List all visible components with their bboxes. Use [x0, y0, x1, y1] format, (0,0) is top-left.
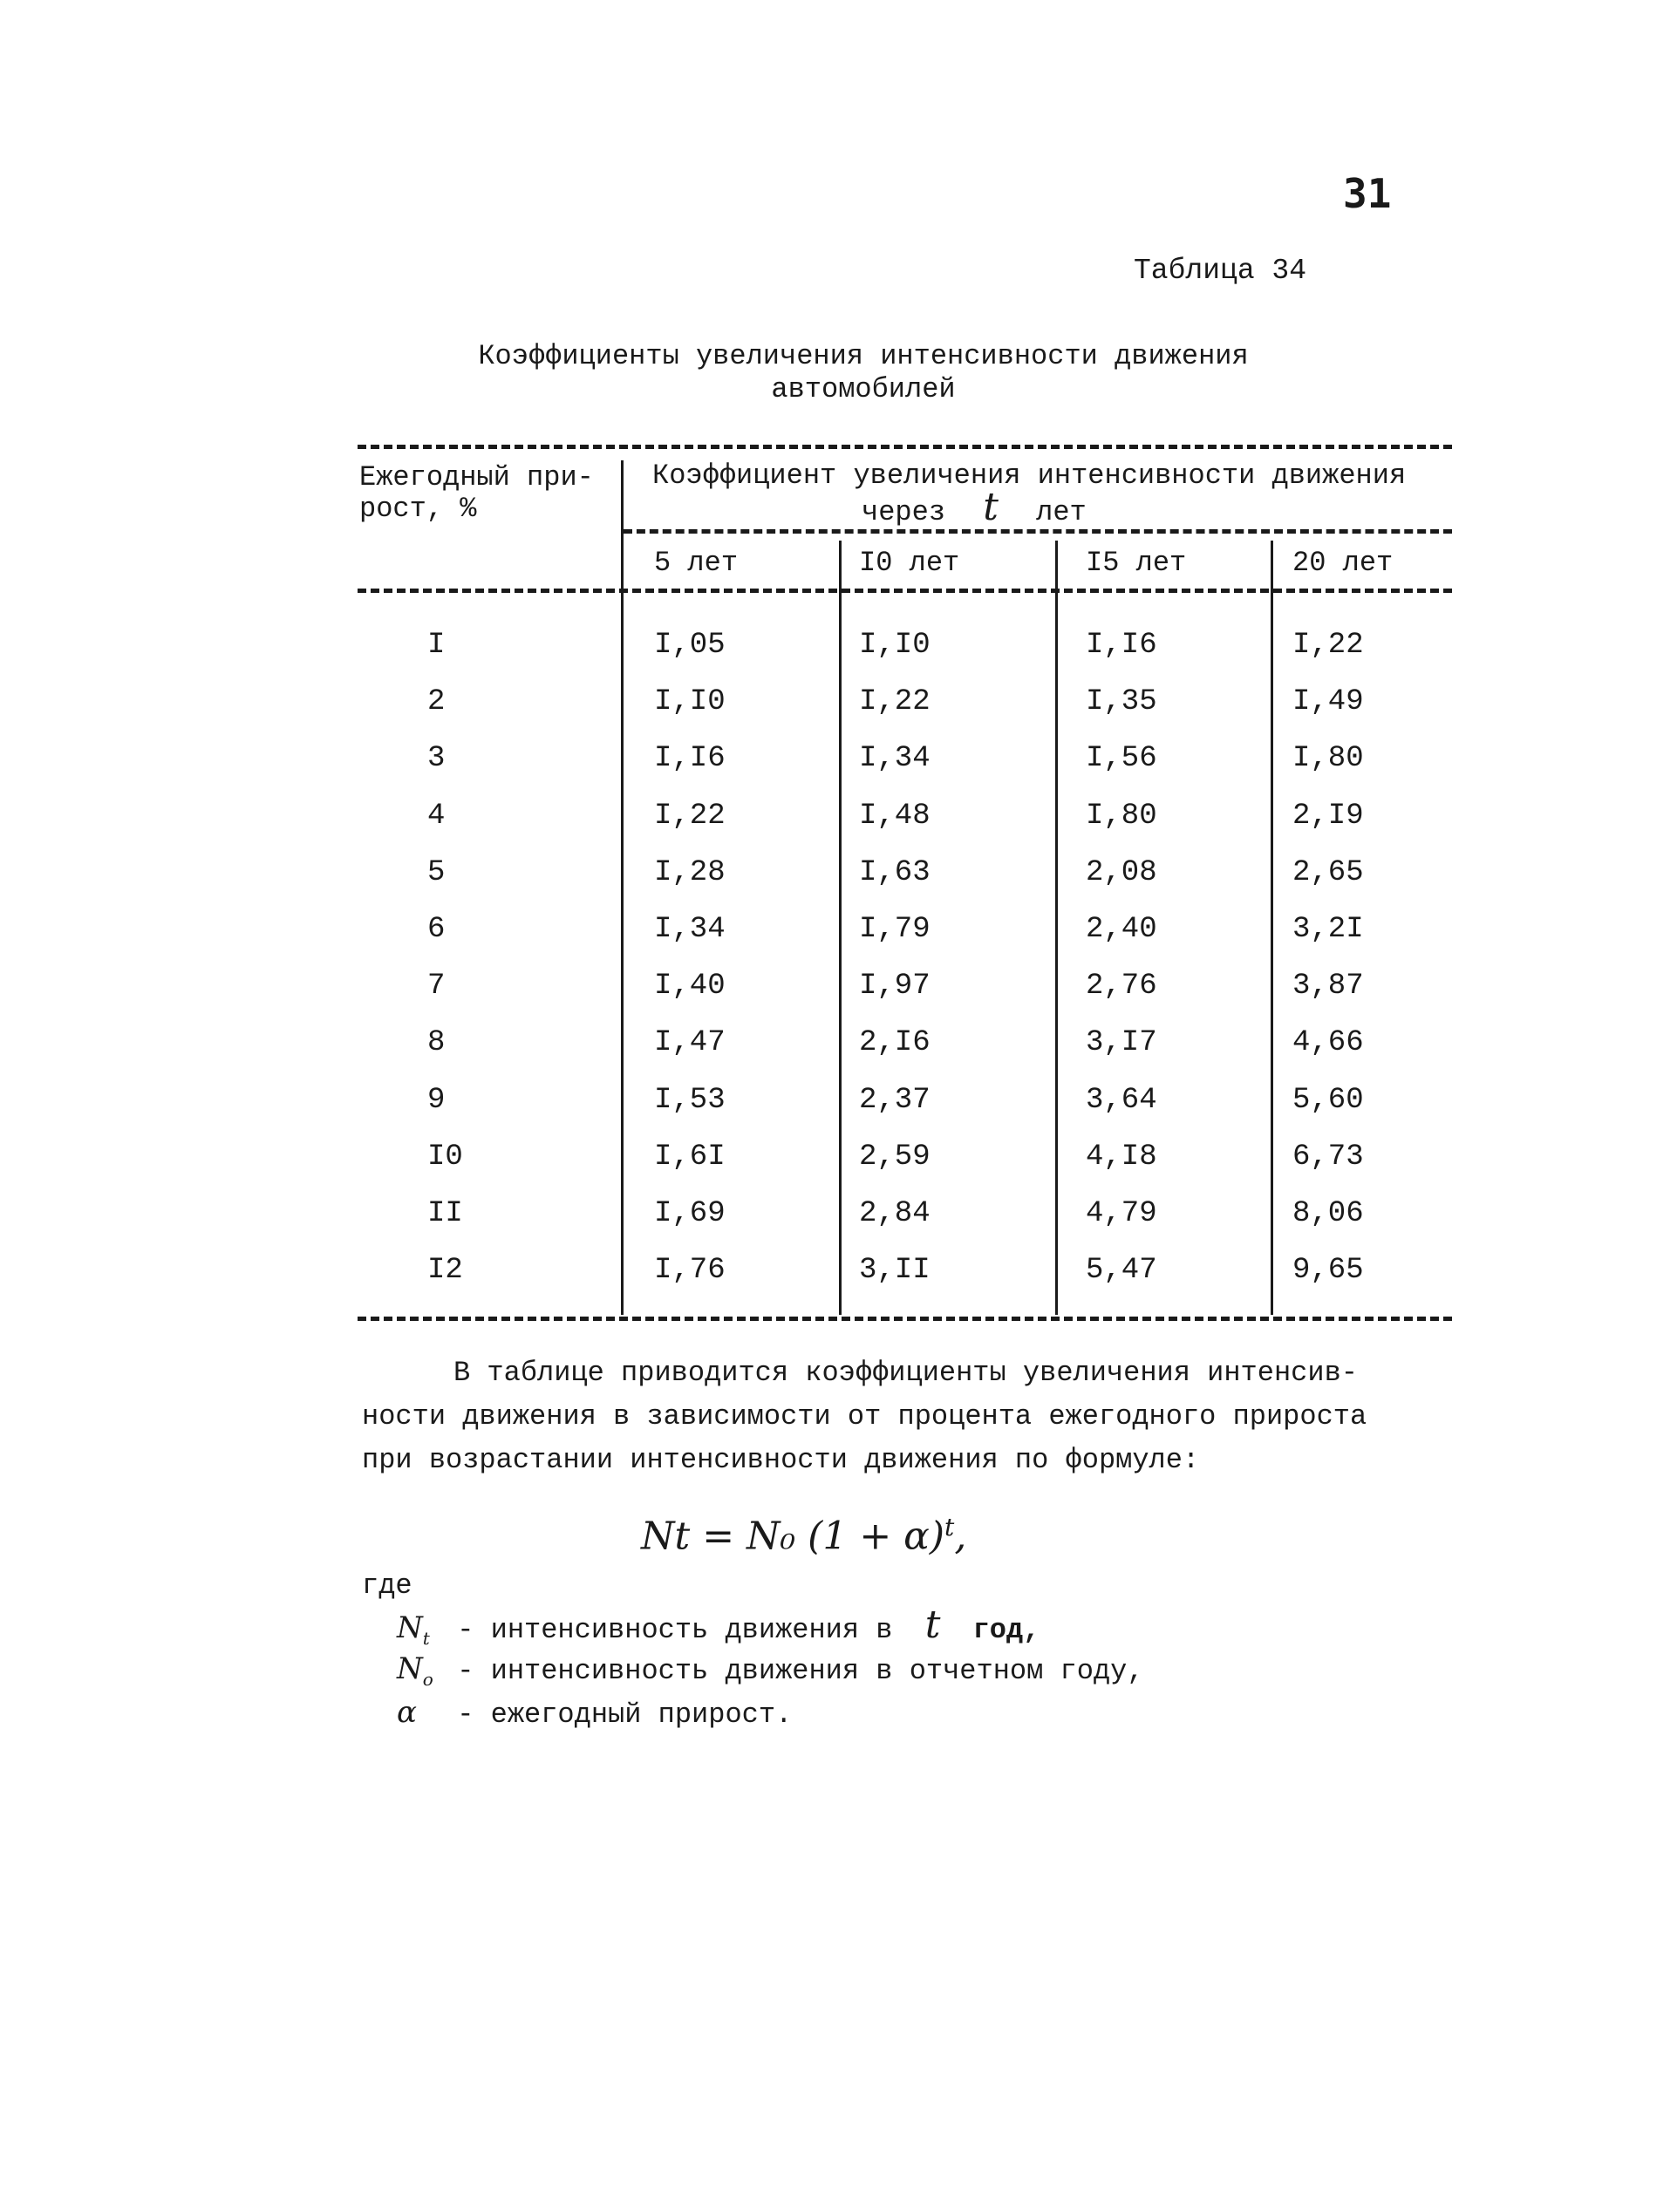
cell-coef-20-years: I,49	[1292, 685, 1364, 719]
cell-coef-15-years: 2,40	[1086, 913, 1157, 946]
legend-row-alpha	[397, 1691, 792, 1736]
cell-coef-10-years: 2,59	[859, 1140, 931, 1174]
cell-coef-15-years: 2,76	[1086, 970, 1157, 1004]
formula-rhs: = N₀ (1 + α)	[702, 1514, 945, 1559]
cell-coef-10-years: 2,I6	[859, 1026, 931, 1060]
subheader-15-years: I5 лет	[1086, 547, 1187, 579]
where-label: где	[362, 1569, 412, 1602]
table-title	[384, 340, 1343, 406]
legend-nt-text: - интенсивность движения в	[457, 1614, 893, 1646]
cell-coef-5-years: I,I6	[654, 742, 726, 776]
cell-growth-percent: 7	[427, 970, 446, 1004]
header-annual-growth-line-1: Ежегодный при-	[359, 461, 594, 493]
cell-coef-20-years: 3,87	[1292, 970, 1364, 1004]
cell-coef-5-years: I,28	[654, 855, 726, 889]
cell-coef-15-years: I,I6	[1086, 629, 1157, 662]
legend-alpha-text: - ежегодный прирост.	[457, 1698, 793, 1731]
cell-coef-5-years: I,34	[654, 913, 726, 946]
cell-coef-15-years: I,80	[1086, 799, 1157, 833]
cell-coef-20-years: I,80	[1292, 742, 1364, 776]
header-group-line-1: Коэффициент увеличения интенсивности движения	[652, 459, 1407, 492]
cell-coef-5-years: I,I0	[654, 685, 726, 719]
column-divider-4	[1271, 541, 1273, 1315]
cell-coef-20-years: 6,73	[1292, 1140, 1364, 1174]
cell-growth-percent: 2	[427, 685, 446, 719]
cell-coef-5-years: I,05	[654, 629, 726, 662]
paragraph-line-3: при возрастании интенсивности движения по формуле:	[362, 1444, 1200, 1476]
cell-coef-10-years: I,I0	[859, 629, 931, 662]
cell-coef-15-years: 5,47	[1086, 1254, 1157, 1288]
symbol-nt: $N_t$	[397, 1610, 430, 1649]
cell-growth-percent: 8	[427, 1026, 446, 1060]
paragraph-line-1: В таблице приводится коэффициенты увеличения интенсив-	[453, 1357, 1358, 1389]
cell-growth-percent: II	[427, 1197, 463, 1230]
cell-coef-5-years: I,47	[654, 1026, 726, 1060]
header-coefficient-group	[652, 460, 1406, 528]
cell-coef-15-years: 3,64	[1086, 1083, 1157, 1117]
cell-coef-10-years: I,63	[859, 855, 931, 889]
paragraph-line-2: ности движения в зависимости от процента ежегодного прироста	[362, 1400, 1367, 1433]
cell-coef-20-years: 4,66	[1292, 1026, 1364, 1060]
cell-coef-5-years: I,76	[654, 1254, 726, 1288]
header-bottom-rule	[358, 589, 1452, 593]
header-annual-growth	[359, 462, 594, 525]
cell-growth-percent: 5	[427, 855, 446, 889]
cell-coef-20-years: 5,60	[1292, 1083, 1364, 1117]
column-divider-1	[621, 460, 624, 1315]
cell-coef-20-years: 3,2I	[1292, 913, 1364, 946]
symbol-n0: $N_o$	[397, 1651, 433, 1690]
cell-coef-5-years: I,40	[654, 970, 726, 1004]
header-group-through: через	[862, 496, 946, 528]
cell-coef-10-years: I,22	[859, 685, 931, 719]
table-top-rule	[358, 445, 1452, 449]
cell-coef-15-years: 3,I7	[1086, 1026, 1157, 1060]
cell-coef-20-years: 2,I9	[1292, 799, 1364, 833]
legend-t-symbol: t	[924, 1603, 941, 1647]
subheader-20-years: 20 лет	[1292, 547, 1394, 579]
cell-coef-15-years: I,56	[1086, 742, 1157, 776]
header-group-line-2	[652, 485, 1406, 529]
cell-coef-20-years: 9,65	[1292, 1254, 1364, 1288]
column-divider-2	[839, 541, 842, 1315]
cell-growth-percent: I	[427, 629, 446, 662]
cell-coef-10-years: I,97	[859, 970, 931, 1004]
cell-coef-5-years: I,69	[654, 1197, 726, 1230]
subheader-10-years: I0 лет	[859, 547, 960, 579]
cell-coef-20-years: I,22	[1292, 629, 1364, 662]
cell-coef-5-years: I,6I	[654, 1140, 726, 1174]
cell-coef-5-years: I,22	[654, 799, 726, 833]
header-group-t-symbol: t	[983, 485, 999, 529]
cell-coef-20-years: 2,65	[1292, 855, 1364, 889]
cell-coef-15-years: 4,I8	[1086, 1140, 1157, 1174]
cell-growth-percent: 4	[427, 799, 446, 833]
cell-coef-15-years: 2,08	[1086, 855, 1157, 889]
cell-growth-percent: 9	[427, 1083, 446, 1117]
formula-lhs: Nt	[641, 1514, 691, 1559]
page-number: 31	[1343, 170, 1392, 217]
legend-n0-text: - интенсивность движения в отчетном году,	[457, 1655, 1144, 1687]
growth-formula	[641, 1513, 966, 1559]
cell-growth-percent: 6	[427, 913, 446, 946]
formula-trail: ,	[954, 1514, 967, 1559]
cell-coef-20-years: 8,06	[1292, 1197, 1364, 1230]
cell-coef-10-years: I,48	[859, 799, 931, 833]
cell-coef-10-years: 3,II	[859, 1254, 931, 1288]
group-header-rule	[624, 529, 1452, 534]
cell-growth-percent: I2	[427, 1254, 463, 1288]
cell-coef-15-years: I,35	[1086, 685, 1157, 719]
cell-coef-10-years: I,34	[859, 742, 931, 776]
column-divider-3	[1055, 541, 1058, 1315]
description-paragraph	[362, 1351, 1452, 1482]
cell-growth-percent: I0	[427, 1140, 463, 1174]
cell-growth-percent: 3	[427, 742, 446, 776]
table-title-line-1: Коэффициенты увеличения интенсивности движения	[478, 340, 1249, 372]
legend-nt-tail: год,	[972, 1614, 1040, 1646]
symbol-alpha: α	[397, 1695, 417, 1730]
table-label: Таблица 34	[1134, 255, 1307, 287]
cell-coef-10-years: 2,84	[859, 1197, 931, 1230]
cell-coef-10-years: 2,37	[859, 1083, 931, 1117]
table-bottom-rule	[358, 1317, 1452, 1321]
header-annual-growth-line-2: рост, %	[359, 493, 477, 525]
cell-coef-5-years: I,53	[654, 1083, 726, 1117]
header-group-years: лет	[1036, 496, 1087, 528]
subheader-5-years: 5 лет	[654, 547, 739, 579]
cell-coef-10-years: I,79	[859, 913, 931, 946]
table-title-line-2: автомобилей	[771, 373, 956, 405]
cell-coef-15-years: 4,79	[1086, 1197, 1157, 1230]
formula-exponent: t	[944, 1513, 955, 1542]
